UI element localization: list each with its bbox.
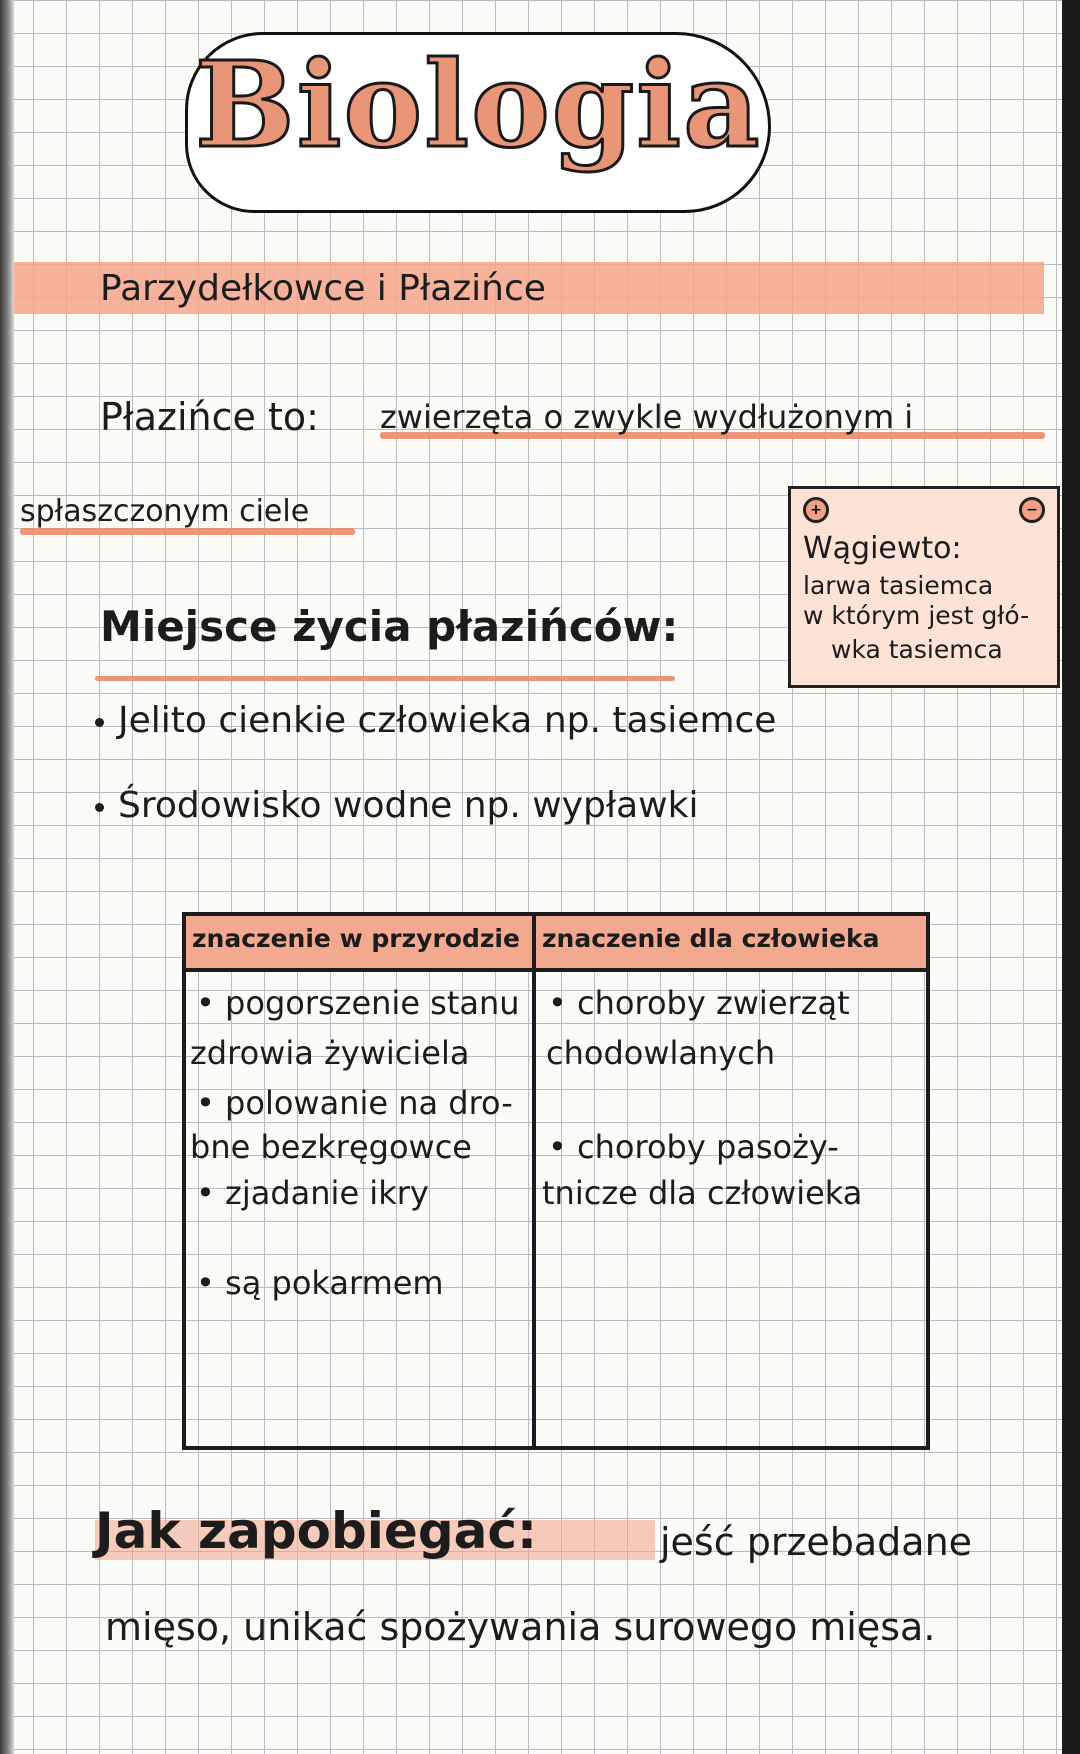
table-left-line-1: • pogorszenie stanu <box>196 984 520 1022</box>
table-left-line-2: zdrowia żywiciela <box>190 1034 470 1072</box>
info-line-2: larwa tasiemca <box>803 571 994 600</box>
table-header-nature: znaczenie w przyrodzie <box>192 924 520 953</box>
definition-underline-2 <box>20 528 355 535</box>
notebook-binding <box>0 0 14 1754</box>
significance-table <box>182 912 930 1450</box>
topic-header: Parzydełkowce i Płazińce <box>100 268 546 309</box>
info-line-3: w którym jest głó- <box>803 601 1030 630</box>
habitat-item-2-text: Środowisko wodne np. wypławki <box>118 785 699 826</box>
table-right-line-3: • choroby pasoży- <box>548 1128 839 1166</box>
minus-circle-icon: − <box>1019 497 1045 523</box>
habitat-underline <box>95 676 675 681</box>
habitat-heading: Miejsce życia płazińców: <box>100 602 679 651</box>
habitat-item-1 <box>95 700 776 741</box>
table-left-line-3: • polowanie na dro- <box>196 1084 513 1122</box>
habitat-item-2 <box>95 785 698 826</box>
bullet-icon <box>95 718 104 727</box>
prevention-line-2: mięso, unikać spożywania surowego mięsa. <box>105 1605 936 1649</box>
table-header-human: znaczenie dla człowieka <box>542 924 880 953</box>
table-left-line-4: bne bezkręgowce <box>190 1128 472 1166</box>
plus-circle-icon: + <box>803 497 829 523</box>
info-line-1: Wągiewto: <box>803 531 962 566</box>
definition-line-2: spłaszczonym ciele <box>20 494 310 529</box>
definition-term: Płazińce to: <box>100 395 319 439</box>
table-right-line-2: chodowlanych <box>546 1034 776 1072</box>
table-right-line-4: tnicze dla człowieka <box>542 1174 863 1212</box>
habitat-item-1-text: Jelito cienkie człowieka np. tasiemce <box>118 700 777 741</box>
table-right-line-1: • choroby zwierząt <box>548 984 850 1022</box>
prevention-line-1: jeść przebadane <box>660 1520 973 1564</box>
page-title: Biologia <box>195 35 762 174</box>
bullet-icon <box>95 803 104 812</box>
table-left-line-5: • zjadanie ikry <box>196 1174 429 1212</box>
info-line-4: wka tasiemca <box>831 635 1003 664</box>
table-left-line-6: • są pokarmem <box>196 1264 444 1302</box>
prevention-heading: Jak zapobiegać: <box>95 1502 537 1560</box>
info-box <box>788 486 1060 688</box>
definition-line-1: zwierzęta o zwykle wydłużonym i <box>380 398 914 436</box>
table-divider <box>532 916 536 1446</box>
